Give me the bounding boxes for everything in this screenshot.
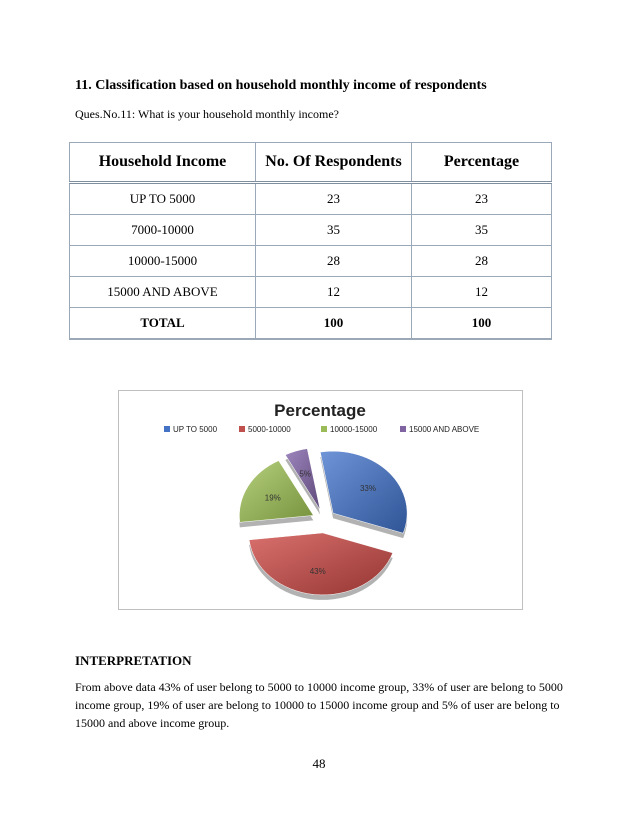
table-cell: 10000-15000 <box>70 246 256 277</box>
legend-label: UP TO 5000 <box>173 425 218 434</box>
table-cell: 7000-10000 <box>70 215 256 246</box>
total-label: TOTAL <box>70 308 256 340</box>
table-cell: 35 <box>256 215 412 246</box>
income-table <box>69 142 552 340</box>
table-row <box>70 183 552 215</box>
legend-label: 10000-15000 <box>330 425 378 434</box>
page-number: 48 <box>312 756 326 771</box>
col-header-respondents: No. Of Respondents <box>256 143 412 183</box>
table-header-row <box>70 143 552 183</box>
interpretation-title: INTERPRETATION <box>75 653 192 668</box>
table-cell: 23 <box>256 183 412 215</box>
legend-swatch <box>400 426 406 432</box>
pie-slice <box>249 533 393 595</box>
pie-data-label: 5% <box>299 469 311 479</box>
table-row <box>70 215 552 246</box>
question-text: Ques.No.11: What is your household monthly income? <box>75 107 339 121</box>
table-total-row <box>70 308 552 340</box>
pie-chart-svg <box>119 391 522 609</box>
table-row <box>70 277 552 308</box>
legend-swatch <box>164 426 170 432</box>
pie-data-label: 43% <box>309 567 326 577</box>
table-cell: 35 <box>412 215 552 246</box>
table-cell: UP TO 5000 <box>70 183 256 215</box>
table-cell: 15000 AND ABOVE <box>70 277 256 308</box>
table-cell: 28 <box>412 246 552 277</box>
pie-chart <box>118 390 523 610</box>
interpretation-text: From above data 43% of user belong to 5000 to 10000 income group, 33% of user are belong to 5000 income group, 19% of user are belong to 10000 to 15000 income group and 5% of user are belong to 15000 and above income group. <box>75 680 563 730</box>
table-cell: 23 <box>412 183 552 215</box>
pie-slices <box>239 449 407 600</box>
chart-title: Percentage <box>274 401 366 420</box>
pie-data-label: 33% <box>359 484 376 494</box>
table-row <box>70 246 552 277</box>
table-cell: 28 <box>256 246 412 277</box>
col-header-percentage: Percentage <box>412 143 552 183</box>
col-header-income: Household Income <box>70 143 256 183</box>
legend-swatch <box>321 426 327 432</box>
pie-data-label: 19% <box>264 493 281 503</box>
total-respondents: 100 <box>256 308 412 340</box>
chart-legend <box>164 425 479 434</box>
table-cell: 12 <box>412 277 552 308</box>
table-cell: 12 <box>256 277 412 308</box>
legend-label: 5000-10000 <box>248 425 291 434</box>
legend-label: 15000 AND ABOVE <box>409 425 480 434</box>
total-percentage: 100 <box>412 308 552 340</box>
legend-swatch <box>239 426 245 432</box>
section-heading: 11. Classification based on household monthly income of respondents <box>75 78 487 93</box>
